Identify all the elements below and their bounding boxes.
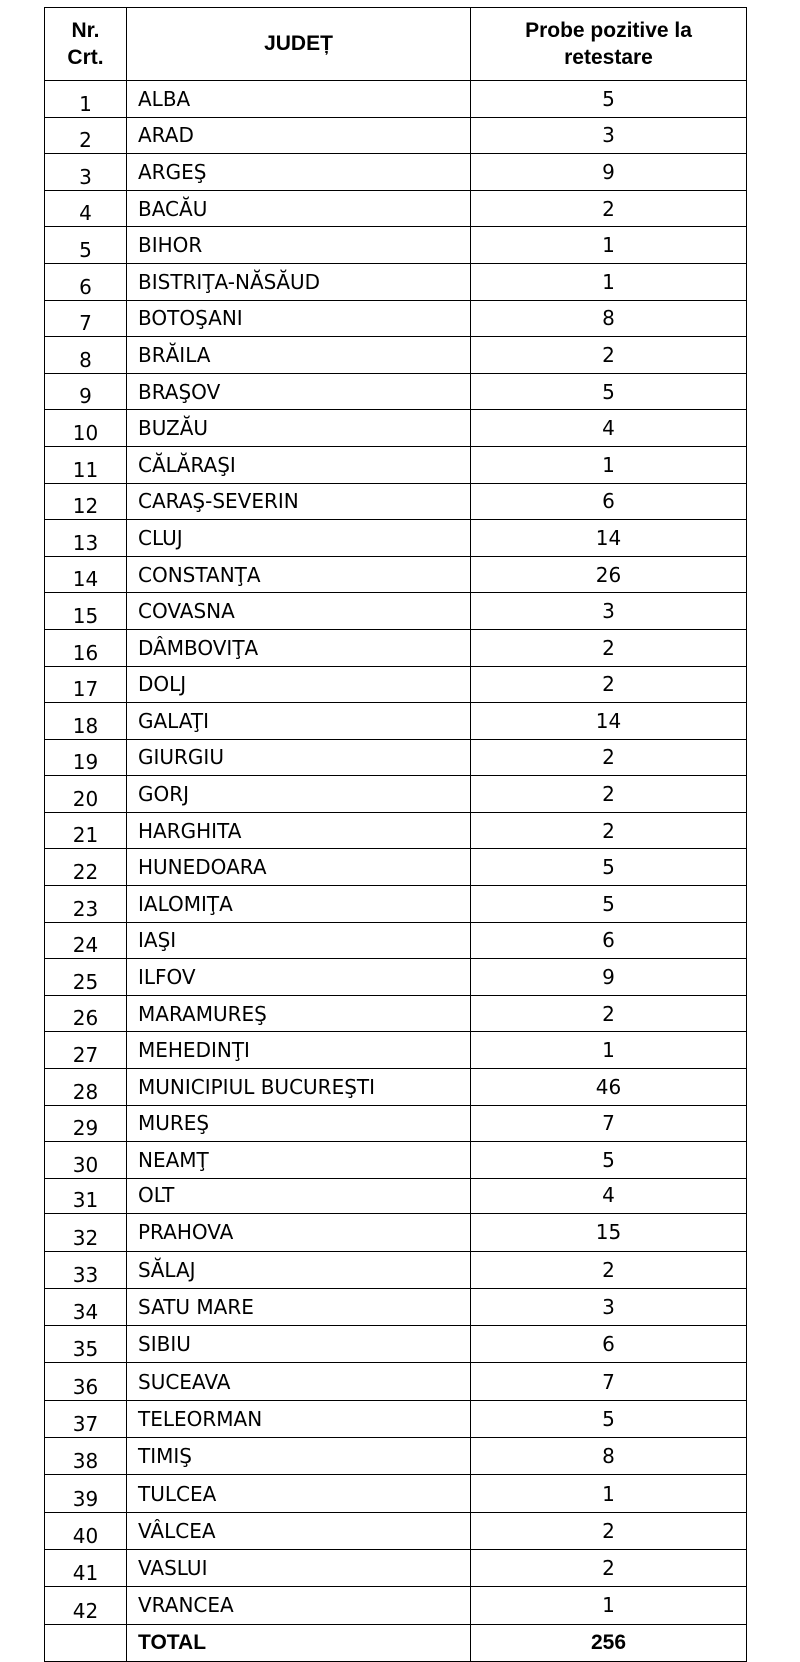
county-name: HUNEDOARA xyxy=(127,849,471,886)
county-name: SATU MARE xyxy=(127,1288,471,1325)
positive-count: 5 xyxy=(471,886,747,923)
row-number: 10 xyxy=(45,410,127,447)
positive-count: 1 xyxy=(471,1587,747,1624)
row-number: 41 xyxy=(45,1549,127,1586)
county-name: BISTRIŢA-NĂSĂUD xyxy=(127,263,471,300)
positive-count: 3 xyxy=(471,593,747,630)
county-name: ARGEŞ xyxy=(127,154,471,191)
positive-count: 1 xyxy=(471,227,747,264)
positive-count: 2 xyxy=(471,812,747,849)
county-name: VRANCEA xyxy=(127,1587,471,1624)
table-row xyxy=(45,1069,747,1106)
positive-count: 6 xyxy=(471,922,747,959)
table-row xyxy=(45,703,747,740)
county-name: CĂLĂRAŞI xyxy=(127,446,471,483)
table-row xyxy=(45,629,747,666)
row-number: 7 xyxy=(45,300,127,337)
row-number: 15 xyxy=(45,593,127,630)
table-row xyxy=(45,666,747,703)
row-number: 11 xyxy=(45,446,127,483)
county-name: BRĂILA xyxy=(127,337,471,374)
county-name: BACĂU xyxy=(127,190,471,227)
row-number: 9 xyxy=(45,373,127,410)
positive-count: 5 xyxy=(471,373,747,410)
table-row xyxy=(45,593,747,630)
table-row xyxy=(45,886,747,923)
table-row xyxy=(45,300,747,337)
positive-count: 2 xyxy=(471,666,747,703)
row-number: 17 xyxy=(45,666,127,703)
county-name: MEHEDINŢI xyxy=(127,1032,471,1069)
table-body-part1 xyxy=(45,81,747,1179)
header-nr-crt xyxy=(45,8,127,81)
positive-count: 6 xyxy=(471,1326,747,1363)
positive-retests-table-part2 xyxy=(44,1177,747,1662)
table-row xyxy=(45,227,747,264)
row-number: 31 xyxy=(45,1177,127,1214)
row-number: 23 xyxy=(45,886,127,923)
county-name: BIHOR xyxy=(127,227,471,264)
row-number: 35 xyxy=(45,1326,127,1363)
county-name: OLT xyxy=(127,1177,471,1214)
row-number: 24 xyxy=(45,922,127,959)
county-name: GORJ xyxy=(127,776,471,813)
county-name: MUREŞ xyxy=(127,1105,471,1142)
positive-count: 2 xyxy=(471,629,747,666)
county-name: SIBIU xyxy=(127,1326,471,1363)
county-name: ILFOV xyxy=(127,959,471,996)
county-name: CONSTANŢA xyxy=(127,556,471,593)
table-row xyxy=(45,410,747,447)
positive-count: 1 xyxy=(471,446,747,483)
total-nr-cell xyxy=(45,1624,127,1661)
county-name: BRAŞOV xyxy=(127,373,471,410)
table-header-row xyxy=(45,8,747,81)
row-number: 39 xyxy=(45,1475,127,1512)
positive-count: 5 xyxy=(471,81,747,118)
header-judet: JUDEȚ xyxy=(127,8,471,81)
positive-count: 1 xyxy=(471,1475,747,1512)
header-probe-line2: retestare xyxy=(564,46,653,69)
table-row xyxy=(45,922,747,959)
county-name: CLUJ xyxy=(127,520,471,557)
row-number: 40 xyxy=(45,1512,127,1549)
table-row xyxy=(45,959,747,996)
row-number: 30 xyxy=(45,1142,127,1179)
row-number: 19 xyxy=(45,739,127,776)
table-row xyxy=(45,1549,747,1586)
row-number: 42 xyxy=(45,1587,127,1624)
header-nr-line2: Crt. xyxy=(67,46,104,69)
county-name: ARAD xyxy=(127,117,471,154)
header-probe-pozitive xyxy=(471,8,747,81)
county-name: COVASNA xyxy=(127,593,471,630)
table-row xyxy=(45,337,747,374)
positive-count: 3 xyxy=(471,117,747,154)
row-number: 3 xyxy=(45,154,127,191)
table-row xyxy=(45,1032,747,1069)
table-body-part2 xyxy=(45,1177,747,1624)
county-name: HARGHITA xyxy=(127,812,471,849)
county-name: VASLUI xyxy=(127,1549,471,1586)
total-value: 256 xyxy=(471,1624,747,1661)
positive-count: 46 xyxy=(471,1069,747,1106)
positive-count: 2 xyxy=(471,190,747,227)
row-number: 34 xyxy=(45,1288,127,1325)
county-name: BUZĂU xyxy=(127,410,471,447)
row-number: 13 xyxy=(45,520,127,557)
positive-count: 2 xyxy=(471,1251,747,1288)
positive-count: 1 xyxy=(471,1032,747,1069)
table-row xyxy=(45,446,747,483)
row-number: 36 xyxy=(45,1363,127,1400)
table-row xyxy=(45,1177,747,1214)
total-label: TOTAL xyxy=(127,1624,471,1661)
row-number: 22 xyxy=(45,849,127,886)
table-row xyxy=(45,849,747,886)
table-row xyxy=(45,1400,747,1437)
table-row xyxy=(45,1251,747,1288)
table-row xyxy=(45,1512,747,1549)
positive-count: 8 xyxy=(471,1438,747,1475)
table-row xyxy=(45,556,747,593)
row-number: 33 xyxy=(45,1251,127,1288)
county-name: VÂLCEA xyxy=(127,1512,471,1549)
positive-count: 2 xyxy=(471,1549,747,1586)
table-row xyxy=(45,739,747,776)
table-row xyxy=(45,1288,747,1325)
positive-count: 1 xyxy=(471,263,747,300)
positive-count: 8 xyxy=(471,300,747,337)
table-row xyxy=(45,81,747,118)
positive-count: 3 xyxy=(471,1288,747,1325)
header-probe-line1: Probe pozitive la xyxy=(525,18,692,42)
row-number: 12 xyxy=(45,483,127,520)
county-name: IALOMIŢA xyxy=(127,886,471,923)
county-name: DOLJ xyxy=(127,666,471,703)
row-number: 18 xyxy=(45,703,127,740)
county-name: NEAMŢ xyxy=(127,1142,471,1179)
positive-count: 2 xyxy=(471,337,747,374)
positive-count: 6 xyxy=(471,483,747,520)
row-number: 28 xyxy=(45,1069,127,1106)
positive-count: 9 xyxy=(471,154,747,191)
row-number: 37 xyxy=(45,1400,127,1437)
row-number: 1 xyxy=(45,81,127,118)
positive-count: 26 xyxy=(471,556,747,593)
positive-count: 15 xyxy=(471,1214,747,1251)
county-name: DÂMBOVIŢA xyxy=(127,629,471,666)
positive-count: 9 xyxy=(471,959,747,996)
positive-count: 2 xyxy=(471,739,747,776)
table-row xyxy=(45,1105,747,1142)
row-number: 26 xyxy=(45,995,127,1032)
positive-count: 5 xyxy=(471,1142,747,1179)
row-number: 2 xyxy=(45,117,127,154)
row-number: 6 xyxy=(45,263,127,300)
positive-count: 4 xyxy=(471,1177,747,1214)
row-number: 4 xyxy=(45,190,127,227)
table-row xyxy=(45,520,747,557)
positive-count: 14 xyxy=(471,703,747,740)
county-name: BOTOŞANI xyxy=(127,300,471,337)
table-row xyxy=(45,263,747,300)
row-number: 32 xyxy=(45,1214,127,1251)
county-name: SUCEAVA xyxy=(127,1363,471,1400)
table-row xyxy=(45,776,747,813)
county-name: TIMIŞ xyxy=(127,1438,471,1475)
county-name: TULCEA xyxy=(127,1475,471,1512)
positive-retests-table-part1 xyxy=(44,7,747,1179)
positive-count: 7 xyxy=(471,1363,747,1400)
row-number: 16 xyxy=(45,629,127,666)
table-row xyxy=(45,1214,747,1251)
table-row xyxy=(45,812,747,849)
total-row xyxy=(45,1624,747,1661)
county-name: SĂLAJ xyxy=(127,1251,471,1288)
table-row xyxy=(45,1587,747,1624)
table-row xyxy=(45,1475,747,1512)
county-name: ALBA xyxy=(127,81,471,118)
county-name: PRAHOVA xyxy=(127,1214,471,1251)
table-row xyxy=(45,995,747,1032)
row-number: 5 xyxy=(45,227,127,264)
county-name: GALAŢI xyxy=(127,703,471,740)
row-number: 8 xyxy=(45,337,127,374)
county-name: TELEORMAN xyxy=(127,1400,471,1437)
table-row xyxy=(45,190,747,227)
row-number: 21 xyxy=(45,812,127,849)
row-number: 38 xyxy=(45,1438,127,1475)
county-name: IAŞI xyxy=(127,922,471,959)
positive-count: 4 xyxy=(471,410,747,447)
county-name: MARAMUREŞ xyxy=(127,995,471,1032)
table-row xyxy=(45,483,747,520)
table-row xyxy=(45,1142,747,1179)
row-number: 14 xyxy=(45,556,127,593)
table-row xyxy=(45,117,747,154)
header-nr-line1: Nr. xyxy=(71,18,100,42)
positive-count: 5 xyxy=(471,849,747,886)
positive-count: 5 xyxy=(471,1400,747,1437)
row-number: 25 xyxy=(45,959,127,996)
table-row xyxy=(45,1363,747,1400)
positive-count: 7 xyxy=(471,1105,747,1142)
positive-count: 2 xyxy=(471,1512,747,1549)
row-number: 20 xyxy=(45,776,127,813)
positive-count: 2 xyxy=(471,776,747,813)
row-number: 29 xyxy=(45,1105,127,1142)
table-row xyxy=(45,373,747,410)
county-name: MUNICIPIUL BUCUREŞTI xyxy=(127,1069,471,1106)
table-row xyxy=(45,1326,747,1363)
table-row xyxy=(45,1438,747,1475)
row-number: 27 xyxy=(45,1032,127,1069)
county-name: GIURGIU xyxy=(127,739,471,776)
positive-count: 14 xyxy=(471,520,747,557)
county-name: CARAŞ-SEVERIN xyxy=(127,483,471,520)
table-row xyxy=(45,154,747,191)
positive-count: 2 xyxy=(471,995,747,1032)
